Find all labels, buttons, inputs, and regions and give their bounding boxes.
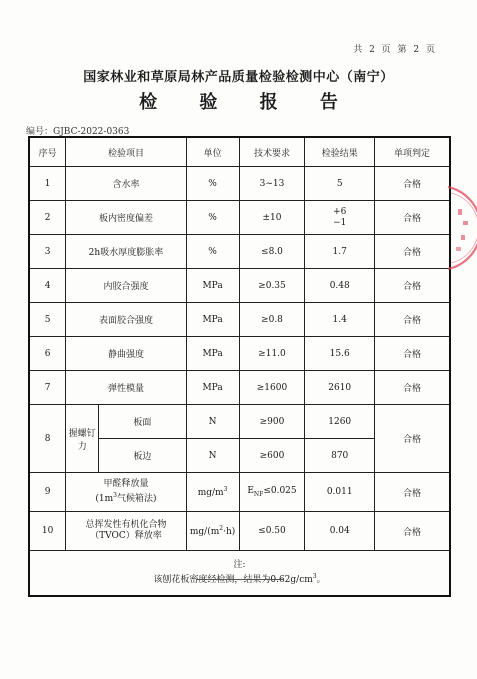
- table-header-row: [29, 137, 450, 167]
- row-unit: MPa: [186, 269, 239, 303]
- row-item: 含水率: [66, 167, 186, 201]
- table-row: [29, 371, 450, 405]
- header-judgement: 单项判定: [375, 137, 450, 167]
- header-unit: 单位: [186, 137, 239, 167]
- table-row: [29, 512, 450, 551]
- row-requirement: ≥0.35: [239, 269, 305, 303]
- row-item: [66, 473, 186, 512]
- row-item: 表面胶合强度: [66, 303, 186, 337]
- table-row: [29, 473, 450, 512]
- bottom-divider: [196, 579, 284, 580]
- row-judgement: 合格: [375, 337, 450, 371]
- row-requirement: ≤0.50: [239, 512, 305, 551]
- row-judgement: 合格: [375, 269, 450, 303]
- note-text: 该刨花板密度经检测，结果为$0.62g/cm^3$。: [153, 573, 326, 585]
- row-judgement: 合格: [375, 201, 450, 235]
- item-line1: 总挥发性有机化合物: [85, 520, 167, 530]
- header-requirement: 技术要求: [239, 137, 305, 167]
- row-subitem: 板面: [99, 405, 186, 439]
- table-row: [29, 167, 450, 201]
- row-no: 6: [29, 337, 66, 371]
- row-requirement: ≥600: [239, 439, 305, 473]
- org-name: 国家林业和草原局林产品质量检验检测中心（南宁）: [83, 70, 394, 85]
- row-judgement: 合格: [375, 167, 450, 201]
- row-result: 1.7: [305, 235, 375, 269]
- row-no: 2: [29, 201, 66, 235]
- row-no: 1: [29, 167, 66, 201]
- row-no: 3: [29, 235, 66, 269]
- note-label: 注:: [233, 560, 246, 570]
- row-no: 10: [29, 512, 66, 551]
- row-no: 8: [29, 405, 66, 473]
- row-no: 7: [29, 371, 66, 405]
- header-result: 检验结果: [305, 137, 375, 167]
- row-unit: MPa: [186, 303, 239, 337]
- row-judgement: 合格: [375, 371, 450, 405]
- row-result: 0.04: [305, 512, 375, 551]
- row-unit: %: [186, 167, 239, 201]
- inspection-table: [28, 136, 451, 597]
- item-line2: ($1m^3$气候箱法): [95, 492, 157, 504]
- row-requirement: ≥11.0: [239, 337, 305, 371]
- row-judgement: 合格: [375, 473, 450, 512]
- row-requirement: ±10: [239, 201, 305, 235]
- row-no: 9: [29, 473, 66, 512]
- table-row: [29, 405, 450, 439]
- row-judgement: 合格: [375, 512, 450, 551]
- row-result: 870: [305, 439, 375, 473]
- row-unit: MPa: [186, 371, 239, 405]
- row-unit: %: [186, 235, 239, 269]
- header-item: 检验项目: [66, 137, 186, 167]
- row-unit: N: [186, 439, 239, 473]
- row-no: 5: [29, 303, 66, 337]
- row-item: 2h吸水厚度膨胀率: [66, 235, 186, 269]
- row-result: 15.6: [305, 337, 375, 371]
- row-judgement: 合格: [375, 235, 450, 269]
- table-row: [29, 269, 450, 303]
- row-result: 1.4: [305, 303, 375, 337]
- row-item: 弹性模量: [66, 371, 186, 405]
- row-judgement: 合格: [375, 405, 450, 473]
- result-upper: +6: [333, 206, 347, 217]
- row-item: 板内密度偏差: [66, 201, 186, 235]
- header-no: 序号: [29, 137, 66, 167]
- item-line2: （TVOC）释放率: [90, 531, 162, 541]
- row-item: 握螺钉力: [66, 405, 99, 473]
- row-requirement: ≥900: [239, 405, 305, 439]
- row-item: 静曲强度: [66, 337, 186, 371]
- row-requirement: 3~13: [239, 167, 305, 201]
- row-item: [66, 512, 186, 551]
- row-unit: %: [186, 201, 239, 235]
- row-result: 1260: [305, 405, 375, 439]
- row-judgement: 合格: [375, 303, 450, 337]
- table-row: [29, 303, 450, 337]
- row-result: 5: [305, 167, 375, 201]
- row-requirement: ≥1600: [239, 371, 305, 405]
- table-row: [29, 201, 450, 235]
- table-row: [29, 235, 450, 269]
- table-row: [29, 337, 450, 371]
- row-result: 2610: [305, 371, 375, 405]
- row-unit: $mg/m^3$: [186, 473, 239, 512]
- row-requirement: ≤8.0: [239, 235, 305, 269]
- row-requirement: ≥0.8: [239, 303, 305, 337]
- row-result: 0.011: [305, 473, 375, 512]
- item-line1: 甲醛释放量: [103, 479, 149, 489]
- row-unit: MPa: [186, 337, 239, 371]
- row-item: 内胶合强度: [66, 269, 186, 303]
- report-title: 检 验 报 告: [139, 92, 356, 113]
- row-unit: N: [186, 405, 239, 439]
- row-unit: $mg/(m^2\cdot h)$: [186, 512, 239, 551]
- page-number: 共 2 页 第 2 页: [353, 45, 437, 55]
- row-subitem: 板边: [99, 439, 186, 473]
- result-lower: −1: [333, 217, 347, 228]
- row-no: 4: [29, 269, 66, 303]
- note-row: [29, 551, 450, 597]
- report-code: 编号：GJBC-2022-0363: [26, 127, 130, 137]
- row-result: [305, 201, 375, 235]
- row-result: 0.48: [305, 269, 375, 303]
- note-cell: [29, 551, 450, 597]
- row-requirement: $E_{NF}\le 0.025$: [239, 473, 305, 512]
